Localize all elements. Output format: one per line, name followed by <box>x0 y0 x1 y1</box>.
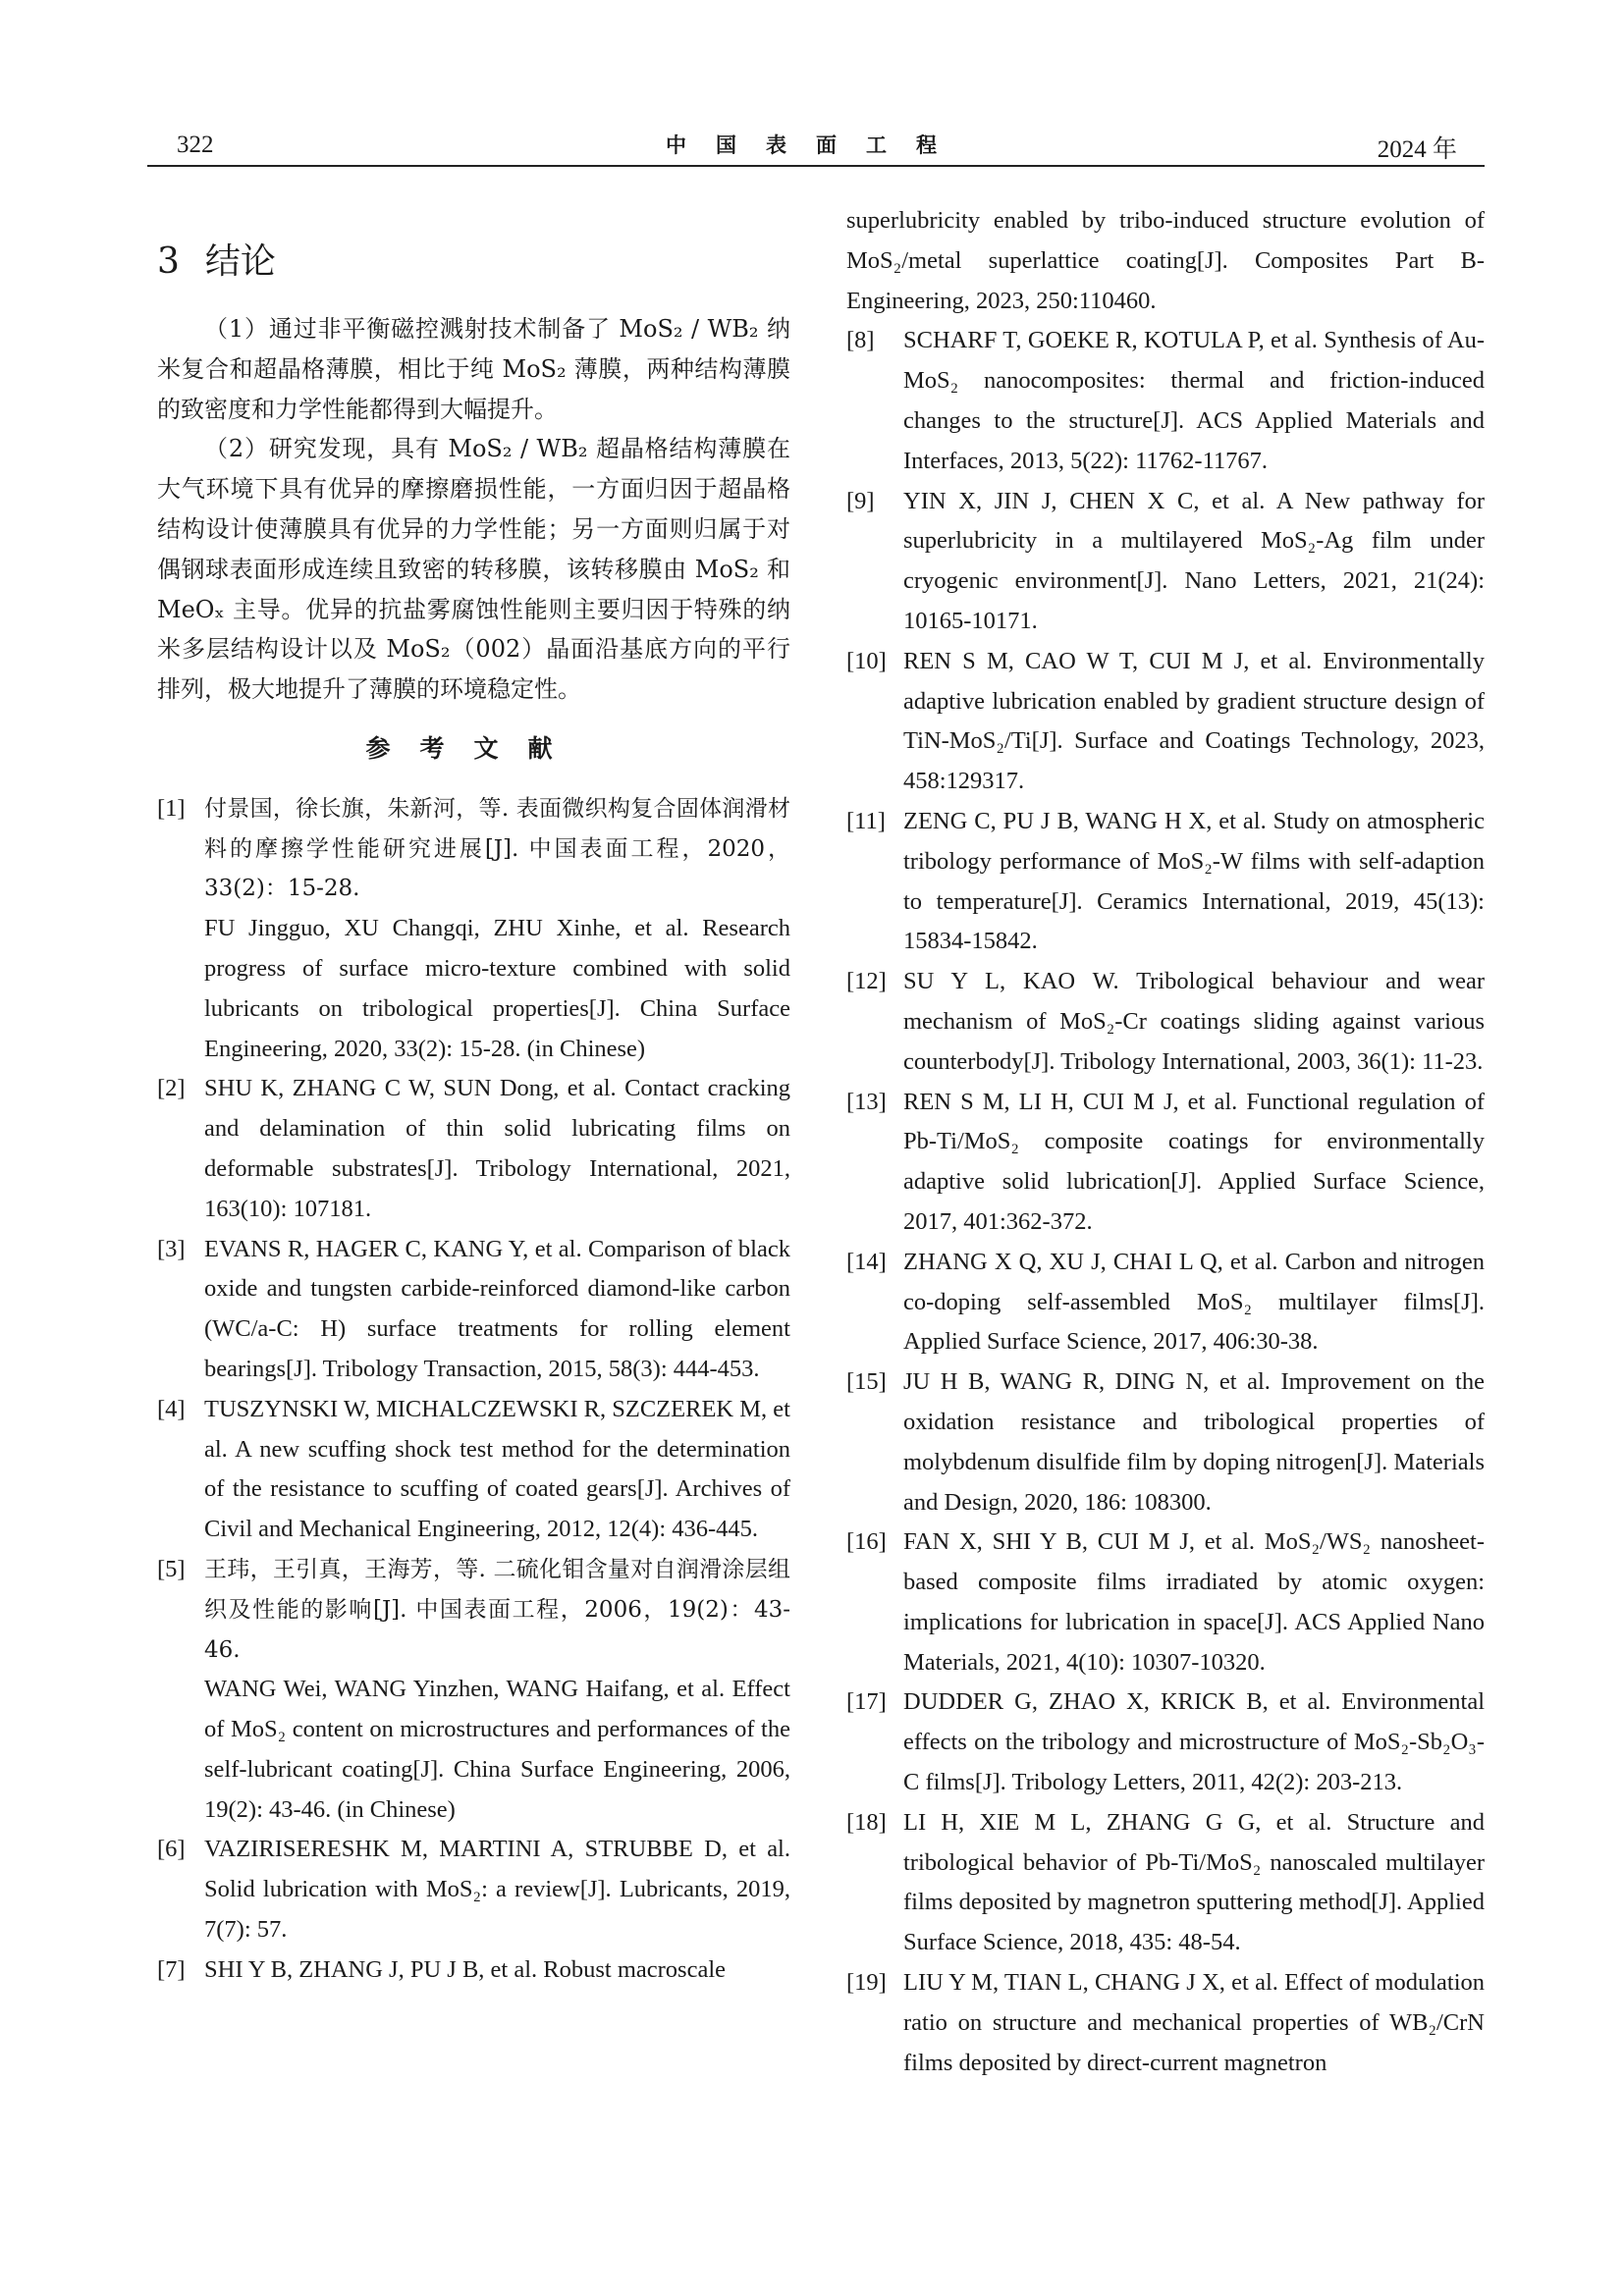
reference-text: FU Jingguo, XU Changqi, ZHU Xinhe, et al. Research progress of surface micro-texture combined with solid lubricants on tribological properties[J]. China Surface Engineering, 2020, 33(2): 15-28. (in Chinese) <box>204 915 790 1062</box>
right-column <box>846 201 1485 2083</box>
reference-text: SCHARF T, GOEKE R, KOTULA P, et al. Synthesis of Au-MoS₂ nanocomposites: thermal and friction-induced changes to the structure[J]. ACS Applied Materials and Interfaces, 2013, 5(22): 11762-11767. <box>903 327 1485 474</box>
reference-number: [7] <box>157 1955 186 1983</box>
reference-text-chinese: 付景国，徐长旗，朱新河，等. 表面微织构复合固体润滑材料的摩擦学性能研究进展[J]. 中国表面工程，2020，33(2)：15-28. <box>204 795 790 902</box>
page-number: 322 <box>177 132 214 158</box>
conclusion-paragraph-2: （2）研究发现，具有 MoS₂ / WB₂ 超晶格结构薄膜在大气环境下具有优异的摩擦磨损性能，一方面归因于超晶格结构设计使薄膜具有优异的力学性能；另一方面则归属于对偶钢球表面形成连续且致密的转移膜，该转移膜由 MoS₂ 和 MeOₓ 主导。优异的抗盐雾腐蚀性能则主要归因于特殊的纳米多层结构设计以及 MoS₂（002）晶面沿基底方向的平行排列，极大地提升了薄膜的环境稳定性。 <box>157 435 790 704</box>
reference-item <box>157 789 790 1070</box>
header-rule <box>147 165 1485 167</box>
reference-item <box>846 1083 1485 1243</box>
reference-text: YIN X, JIN J, CHEN X C, et al. A New pathway for superlubricity in a multilayered MoS₂-Ag film under cryogenic environment[J]. Nano Letters, 2021, 21(24): 10165-10171. <box>903 487 1485 634</box>
reference-text: EVANS R, HAGER C, KANG Y, et al. Comparison of black oxide and tungsten carbide-reinforced diamond-like carbon (WC/a-C: H) surface treatments for rolling element bearings[J]. Tribology Transaction, 2015, 58(3): 444-453. <box>204 1235 790 1382</box>
reference-number: [2] <box>157 1075 186 1102</box>
reference-item <box>846 802 1485 962</box>
reference-number: [4] <box>157 1395 186 1422</box>
reference-number: [14] <box>846 1248 887 1275</box>
reference-number: [17] <box>846 1688 887 1716</box>
reference-text: LIU Y M, TIAN L, CHANG J X, et al. Effect of modulation ratio on structure and mechanical properties of WB₂/CrN films deposited by direct-current magnetron <box>903 1969 1485 2076</box>
issue-year: 2024 年 <box>1377 136 1457 163</box>
reference-item <box>846 1362 1485 1522</box>
reference-item <box>846 1803 1485 1963</box>
reference-text-chinese: 王玮，王引真，王海芳，等. 二硫化钼含量对自润滑涂层组织及性能的影响[J]. 中国表面工程，2006，19(2)：43-46. <box>204 1556 790 1663</box>
reference-item <box>846 1243 1485 1362</box>
reference-number: [11] <box>846 807 886 834</box>
reference-text: DUDDER G, ZHAO X, KRICK B, et al. Environmental effects on the tribology and microstructure of MoS₂-Sb₂O₃-C films[J]. Tribology Letters, 2011, 42(2): 203-213. <box>903 1688 1485 1796</box>
reference-number: [15] <box>846 1368 887 1396</box>
reference-item <box>846 321 1485 481</box>
reference-number: [19] <box>846 1969 887 1997</box>
references-heading: 参考文献 <box>365 733 582 763</box>
reference-number: [13] <box>846 1088 887 1115</box>
reference-number: [12] <box>846 968 887 995</box>
reference-list-right <box>846 321 1485 2083</box>
section-heading <box>157 240 790 284</box>
reference-number: [6] <box>157 1836 186 1863</box>
reference-text: REN S M, CAO W T, CUI M J, et al. Environmentally adaptive lubrication enabled by gradient structure design of TiN-MoS₂/Ti[J]. Surface and Coatings Technology, 2023, 458:129317. <box>903 647 1485 795</box>
left-column <box>157 201 790 1991</box>
reference-text: REN S M, LI H, CUI M J, et al. Functional regulation of Pb-Ti/MoS₂ composite coatings for environmentally adaptive solid lubrication[J]. Applied Surface Science, 2017, 401:362-372. <box>903 1088 1485 1235</box>
reference-text: SHU K, ZHANG C W, SUN Dong, et al. Contact cracking and delamination of thin solid lubricating films on deformable substrates[J]. Tribology International, 2021, 163(10): 107181. <box>204 1075 790 1222</box>
reference-item <box>157 1950 790 1991</box>
reference-item <box>846 962 1485 1082</box>
reference-text: TUSZYNSKI W, MICHALCZEWSKI R, SZCZEREK M, et al. A new scuffing shock test method for the determination of the resistance to scuffing of coated gears[J]. Archives of Civil and Mechanical Engineering, 2012, 12(4): 436-445. <box>204 1395 790 1543</box>
reference-item <box>157 1069 790 1229</box>
reference-text: VAZIRISERESHK M, MARTINI A, STRUBBE D, et al. Solid lubrication with MoS₂: a review[J]. Lubricants, 2019, 7(7): 57. <box>204 1836 790 1944</box>
reference-number: [1] <box>157 794 186 822</box>
reference-number: [16] <box>846 1528 887 1556</box>
reference-item <box>157 1550 790 1831</box>
reference-text: WANG Wei, WANG Yinzhen, WANG Haifang, et al. Effect of MoS₂ content on microstructures and performances of the self-lubricant coating[J]. China Surface Engineering, 2006, 19(2): 43-46. (in Chinese) <box>204 1676 790 1823</box>
reference-text: ZHANG X Q, XU J, CHAI L Q, et al. Carbon and nitrogen co-doping self-assembled MoS₂ multilayer films[J]. Applied Surface Science, 2017, 406:30-38. <box>903 1248 1485 1356</box>
reference-text: JU H B, WANG R, DING N, et al. Improvement on the oxidation resistance and tribological properties of molybdenum disulfide film by doping nitrogen[J]. Materials and Design, 2020, 186: 108300. <box>903 1368 1485 1516</box>
section-number: 3 <box>157 241 180 282</box>
reference-item <box>846 642 1485 802</box>
reference-number: [5] <box>157 1555 186 1582</box>
reference-item <box>157 1390 790 1550</box>
reference-number: [8] <box>846 327 875 354</box>
section-title: 结论 <box>204 241 276 282</box>
reference-list-left <box>157 789 790 1991</box>
reference-7-continuation: superlubricity enabled by tribo-induced structure evolution of MoS₂/metal superlattice coating[J]. Composites Part B-Engineering, 2023, 250:110460. <box>846 207 1485 314</box>
reference-text: SHI Y B, ZHANG J, PU J B, et al. Robust macroscale <box>204 1955 727 1983</box>
running-header <box>147 126 1485 165</box>
reference-item <box>157 1230 790 1390</box>
reference-text: ZENG C, PU J B, WANG H X, et al. Study on atmospheric tribology performance of MoS₂-W films with self-adaption to temperature[J]. Ceramics International, 2019, 45(13): 15834-15842. <box>903 807 1485 955</box>
reference-number: [9] <box>846 487 875 514</box>
reference-item <box>157 1830 790 1949</box>
reference-item <box>846 1963 1485 2083</box>
reference-text: LI H, XIE M L, ZHANG G G, et al. Structure and tribological behavior of Pb-Ti/MoS₂ nanoscaled multilayer films deposited by magnetron sputtering method[J]. Applied Surface Science, 2018, 435: 48-54. <box>903 1808 1485 1956</box>
reference-item <box>846 1682 1485 1802</box>
conclusion-paragraph-1: （1）通过非平衡磁控溅射技术制备了 MoS₂ / WB₂ 纳米复合和超晶格薄膜，相比于纯 MoS₂ 薄膜，两种结构薄膜的致密度和力学性能都得到大幅提升。 <box>157 315 790 423</box>
reference-text: SU Y L, KAO W. Tribological behaviour and wear mechanism of MoS₂-Cr coatings sliding against various counterbody[J]. Tribology International, 2003, 36(1): 11-23. <box>903 968 1485 1075</box>
journal-name: 中国表面工程 <box>666 133 966 157</box>
reference-number: [10] <box>846 647 887 674</box>
reference-number: [3] <box>157 1235 186 1262</box>
reference-item <box>846 1522 1485 1682</box>
reference-item <box>846 482 1485 642</box>
reference-text: FAN X, SHI Y B, CUI M J, et al. MoS₂/WS₂ nanosheet-based composite films irradiated by atomic oxygen: implications for lubrication in space[J]. ACS Applied Nano Materials, 2021, 4(10): 10307-10320. <box>903 1528 1485 1676</box>
reference-number: [18] <box>846 1808 887 1836</box>
